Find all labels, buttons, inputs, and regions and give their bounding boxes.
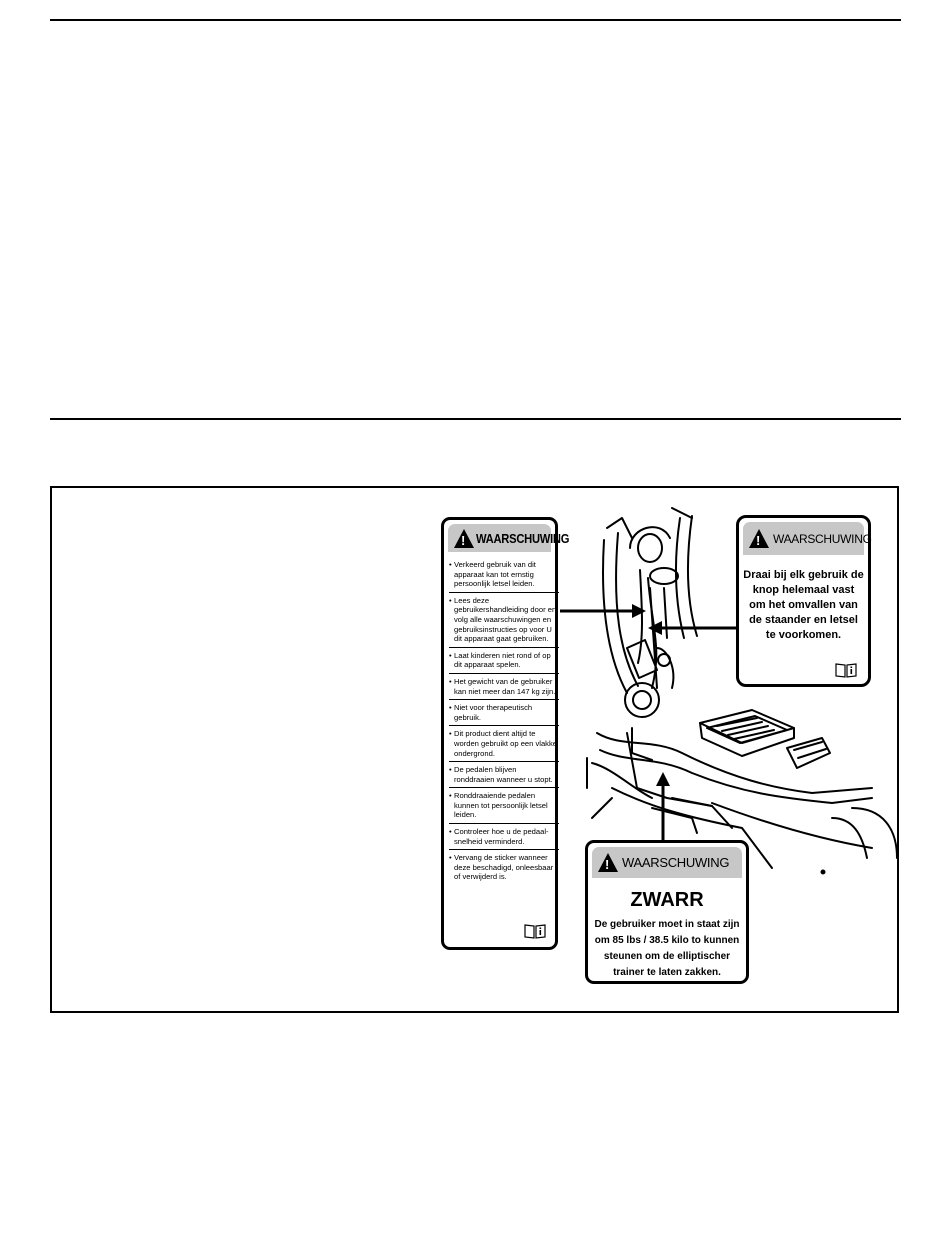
warning-subheader: ZWARR <box>630 889 704 911</box>
list-item: • Ronddraaiende pedalen kunnen tot persoonlijk letsel leiden. <box>449 791 559 824</box>
middle-rule <box>50 418 901 420</box>
warning-bullet-list <box>449 560 559 887</box>
warning-label-left <box>441 517 570 950</box>
list-item: • Vervang de sticker wanneer deze beschadigd, onleesbaar of verwijderd is. <box>449 853 559 882</box>
list-item: • De pedalen blijven ronddraaien wanneer u stopt. <box>449 765 559 788</box>
warning-header <box>592 847 742 878</box>
list-item: • Niet voor therapeutisch gebruik. <box>449 703 559 726</box>
warning-title: WAARSCHUWING <box>476 530 570 546</box>
warning-title: WAARSCHUWING <box>773 531 872 546</box>
list-item: • Dit product dient altijd te worden gebruikt op een vlakke ondergrond. <box>449 729 559 762</box>
list-item: • Laat kinderen niet rond of op dit apparaat spelen. <box>449 651 559 674</box>
list-item: • Het gewicht van de gebruiker kan niet meer dan 147 kg zijn. <box>449 677 559 700</box>
warning-text: De gebruiker moet in staat zijn om 85 lbs / 38.5 kilo to kunnen steunen om de elliptischer trainer te laten zakken. <box>594 919 740 978</box>
list-item: • Verkeerd gebruik van dit apparaat kan tot ernstig persoonlijk letsel leiden. <box>449 560 559 593</box>
warning-triangle-icon <box>598 853 618 872</box>
warning-text: Draai bij elk gebruik de knop helemaal vast om het omvallen van de staander en letsel te voorkomen. <box>743 569 864 641</box>
warning-label-bottom <box>585 840 749 984</box>
manual-info-icon <box>524 923 546 939</box>
warning-triangle-icon <box>454 529 474 548</box>
top-rule <box>50 19 901 21</box>
warning-title: WAARSCHUWING <box>622 855 730 870</box>
warning-label-top-right <box>736 515 871 687</box>
warning-header <box>743 522 872 555</box>
list-item: • Lees deze gebruikershandleiding door en volg alle waarschuwingen en gebruiksinstructies op voor U dit apparaat gaat gebruiken. <box>449 596 559 648</box>
list-item: • Controleer hoe u de pedaal-snelheid verminderd. <box>449 827 559 850</box>
warning-header <box>448 524 570 552</box>
warning-triangle-icon <box>749 529 769 548</box>
manual-info-icon <box>835 662 857 678</box>
